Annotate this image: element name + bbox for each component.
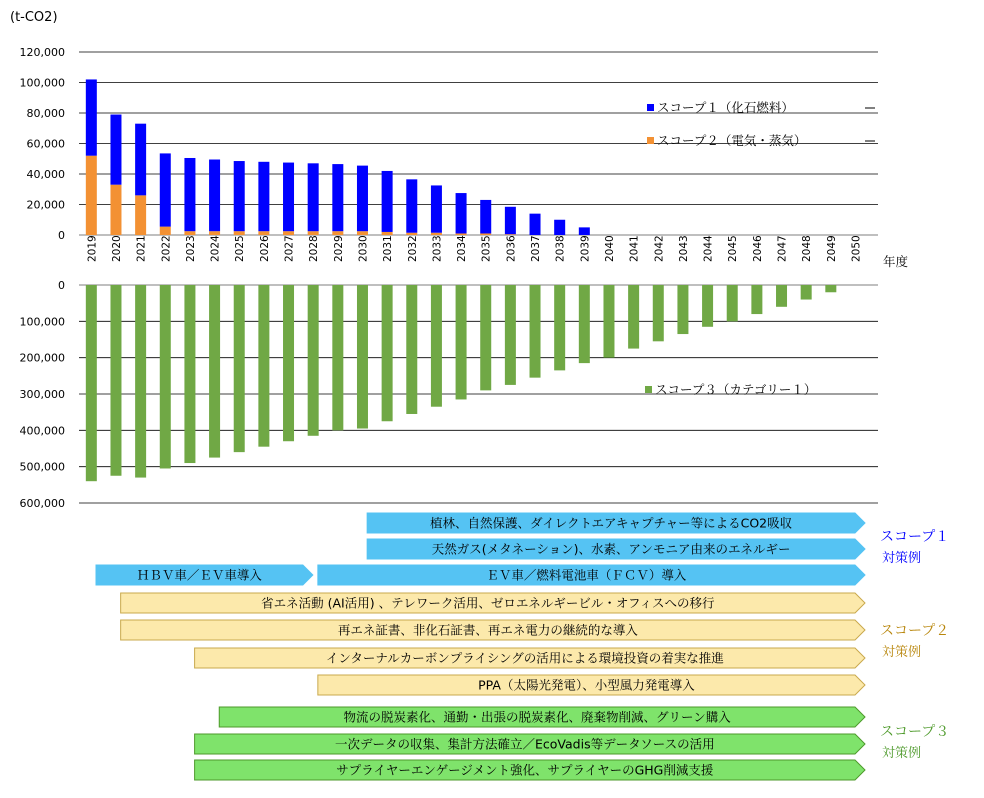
upper-stacked-bars [86,79,590,235]
lower-y-tick-label: 600,000 [19,497,65,510]
measure-arrow-label-8: PPA（太陽光発電）、小型風力発電導入 [478,677,695,693]
bar-scope1-2037 [530,214,541,235]
scope-labels [880,529,949,761]
bar-scope3-2027 [283,285,294,441]
bar-scope2-2035 [480,233,491,235]
measure-arrow-label-10: 一次データの収集、集計方法確立／EcoVadis等データソースの活用 [335,736,715,752]
year-label-2029: 2029 [332,235,345,262]
year-label-2044: 2044 [702,235,715,262]
bar-scope1-2022 [160,153,171,226]
upper-y-tick-label: 100,000 [19,76,65,90]
year-label-2031: 2031 [382,235,395,262]
bar-scope3-2021 [135,285,146,478]
bar-scope2-2024 [209,231,220,235]
scope1-title: スコープ１ [880,529,950,545]
bar-scope2-2026 [258,231,269,235]
bar-scope3-2043 [677,285,688,334]
lower-y-axis-ticks [20,279,66,510]
scope2-title: スコープ２ [880,623,950,639]
measure-arrow-label-3: ＨＢＶ車／ＥＶ車導入 [136,567,262,583]
bar-scope1-2031 [382,171,393,232]
bar-scope3-2020 [110,285,121,476]
scope3-title: スコープ３ [880,724,950,740]
bar-scope2-2025 [234,231,245,235]
bar-scope1-2039 [579,227,590,235]
lower-y-tick-label: 300,000 [19,388,65,401]
year-label-2049: 2049 [825,235,838,262]
measure-arrow-label-6: 再エネ証書、非化石証書、再エネ電力の継続的な導入 [337,622,638,638]
lower-y-tick-label: 400,000 [19,424,65,438]
bar-scope3-2044 [702,285,713,327]
bar-scope1-2023 [184,158,195,231]
lower-y-tick-label: 100,000 [19,315,65,329]
bar-scope2-2031 [382,232,393,235]
bar-scope3-2029 [332,285,343,430]
bar-scope2-2034 [456,233,467,235]
bar-scope3-2039 [579,285,590,363]
year-label-2045: 2045 [727,235,740,262]
bar-scope3-2045 [727,285,738,321]
upper-y-tick-label: 80,000 [26,107,65,120]
bar-scope3-2028 [308,285,319,436]
measure-arrow-label-11: サプライヤーエンゲージメント強化、サプライヤーのGHG削減支援 [336,762,714,778]
measure-arrows [96,513,865,780]
measure-arrow-label-2: 天然ガス(メタネーション)、水素、アンモニア由来のエネルギー [431,541,791,557]
year-label-2022: 2022 [160,235,173,262]
upper-y-tick-label: 60,000 [26,137,65,151]
bar-scope1-2020 [110,115,121,185]
bar-scope1-2027 [283,163,294,232]
bar-scope3-2031 [382,285,393,421]
bar-scope1-2032 [406,179,417,232]
bar-scope2-2033 [431,233,442,235]
year-label-2041: 2041 [628,235,641,262]
bar-scope1-2019 [86,79,97,155]
year-label-2043: 2043 [677,235,690,262]
bar-scope1-2028 [308,163,319,231]
bar-scope3-2037 [530,285,541,378]
year-label-2030: 2030 [357,235,370,262]
legend-swatch-scope3 [645,386,652,393]
year-label-2023: 2023 [184,235,197,262]
bar-scope3-2036 [505,285,516,385]
measure-arrow-label-4: ＥＶ車／燃料電池車（ＦＣＶ）導入 [486,567,687,583]
x-axis-year-labels [86,235,862,262]
bar-scope1-2024 [209,160,220,232]
x-axis-label: 年度 [883,254,909,269]
year-label-2038: 2038 [554,235,567,262]
bar-scope2-2029 [332,231,343,235]
upper-y-tick-label: 40,000 [26,168,65,181]
legend-label-scope2: スコープ２（電気・蒸気） [657,133,807,148]
bar-scope3-2041 [628,285,639,349]
scope2-subtitle: 対策例 [882,645,922,660]
legend-swatch-scope2 [647,137,654,144]
bar-scope3-2023 [184,285,195,463]
bar-scope3-2035 [480,285,491,390]
bar-scope2-2027 [283,231,294,235]
year-label-2019: 2019 [86,235,99,262]
bar-scope2-2022 [160,227,171,235]
bar-scope3-2046 [751,285,762,314]
measure-arrow-label-9: 物流の脱炭素化、通勤・出張の脱炭素化、廃棄物削減、グリーン購入 [343,709,731,725]
year-label-2035: 2035 [480,235,493,262]
bar-scope1-2025 [234,161,245,231]
year-label-2033: 2033 [431,235,444,262]
upper-y-tick-label: 120,000 [19,46,65,59]
year-label-2039: 2039 [579,235,592,262]
bar-scope2-2032 [406,233,417,235]
lower-y-tick-label: 200,000 [19,351,65,365]
year-label-2020: 2020 [110,235,123,262]
measure-arrow-label-1: 植林、自然保護、ダイレクトエアキャプチャー等によるCO2吸収 [429,515,793,531]
lower-legend [645,382,816,397]
bar-scope3-2025 [234,285,245,452]
lower-y-tick-label: 500,000 [19,460,65,474]
legend-label-scope3: スコープ３（カテゴリー１） [655,382,817,397]
bar-scope3-2034 [456,285,467,399]
bar-scope1-2038 [554,220,565,235]
bar-scope2-2021 [135,195,146,235]
scope1-subtitle: 対策例 [882,551,922,566]
year-label-2048: 2048 [801,235,814,262]
bar-scope3-2038 [554,285,565,370]
year-label-2040: 2040 [603,235,616,262]
bar-scope3-2026 [258,285,269,447]
bar-scope3-2047 [776,285,787,307]
bar-scope1-2036 [505,207,516,234]
bar-scope2-2020 [110,185,121,235]
bar-scope3-2019 [86,285,97,481]
bar-scope3-2032 [406,285,417,414]
bar-scope1-2026 [258,162,269,231]
unit-label: (t-CO2) [10,10,58,25]
bar-scope2-2030 [357,231,368,235]
bar-scope3-2042 [653,285,664,341]
year-label-2026: 2026 [258,235,271,262]
bar-scope1-2029 [332,164,343,231]
upper-legend [647,100,875,148]
year-label-2024: 2024 [209,235,222,262]
year-label-2050: 2050 [850,235,863,262]
bar-scope3-2048 [801,285,812,300]
bar-scope1-2034 [456,193,467,233]
scope3-subtitle: 対策例 [882,746,922,761]
bar-scope3-2022 [160,285,171,468]
bar-scope3-2040 [603,285,614,358]
year-label-2028: 2028 [308,235,321,262]
bar-scope2-2023 [184,231,195,235]
year-label-2025: 2025 [234,235,247,262]
year-label-2037: 2037 [530,235,543,262]
bar-scope3-2024 [209,285,220,458]
upper-y-axis-ticks [20,46,66,242]
legend-label-scope1: スコープ１（化石燃料） [657,100,794,115]
bar-scope2-2019 [86,156,97,235]
year-label-2034: 2034 [456,235,469,262]
year-label-2021: 2021 [135,235,148,262]
measure-arrow-label-7: インターナルカーボンプライシングの活用による環境投資の着実な推進 [325,650,724,666]
measure-arrow-label-5: 省エネ活動 (AI活用) 、テレワーク活用、ゼロエネルギービル・オフィスへの移行 [261,595,715,611]
bar-scope1-2035 [480,200,491,234]
upper-y-tick-label: 20,000 [26,198,65,212]
upper-y-tick-label: 0 [58,229,65,242]
bar-scope2-2028 [308,231,319,235]
year-label-2027: 2027 [283,235,296,262]
year-label-2047: 2047 [776,235,789,262]
year-label-2036: 2036 [505,235,518,262]
lower-y-tick-label: 0 [58,279,65,292]
bar-scope3-2049 [825,285,836,292]
year-label-2032: 2032 [406,235,419,262]
bar-scope3-2030 [357,285,368,429]
bar-scope1-2030 [357,166,368,232]
year-label-2046: 2046 [751,235,764,262]
bar-scope2-2036 [505,234,516,235]
bar-scope1-2033 [431,185,442,232]
bar-scope3-2033 [431,285,442,407]
bar-scope1-2021 [135,124,146,196]
legend-swatch-scope1 [647,104,654,111]
year-label-2042: 2042 [653,235,666,262]
